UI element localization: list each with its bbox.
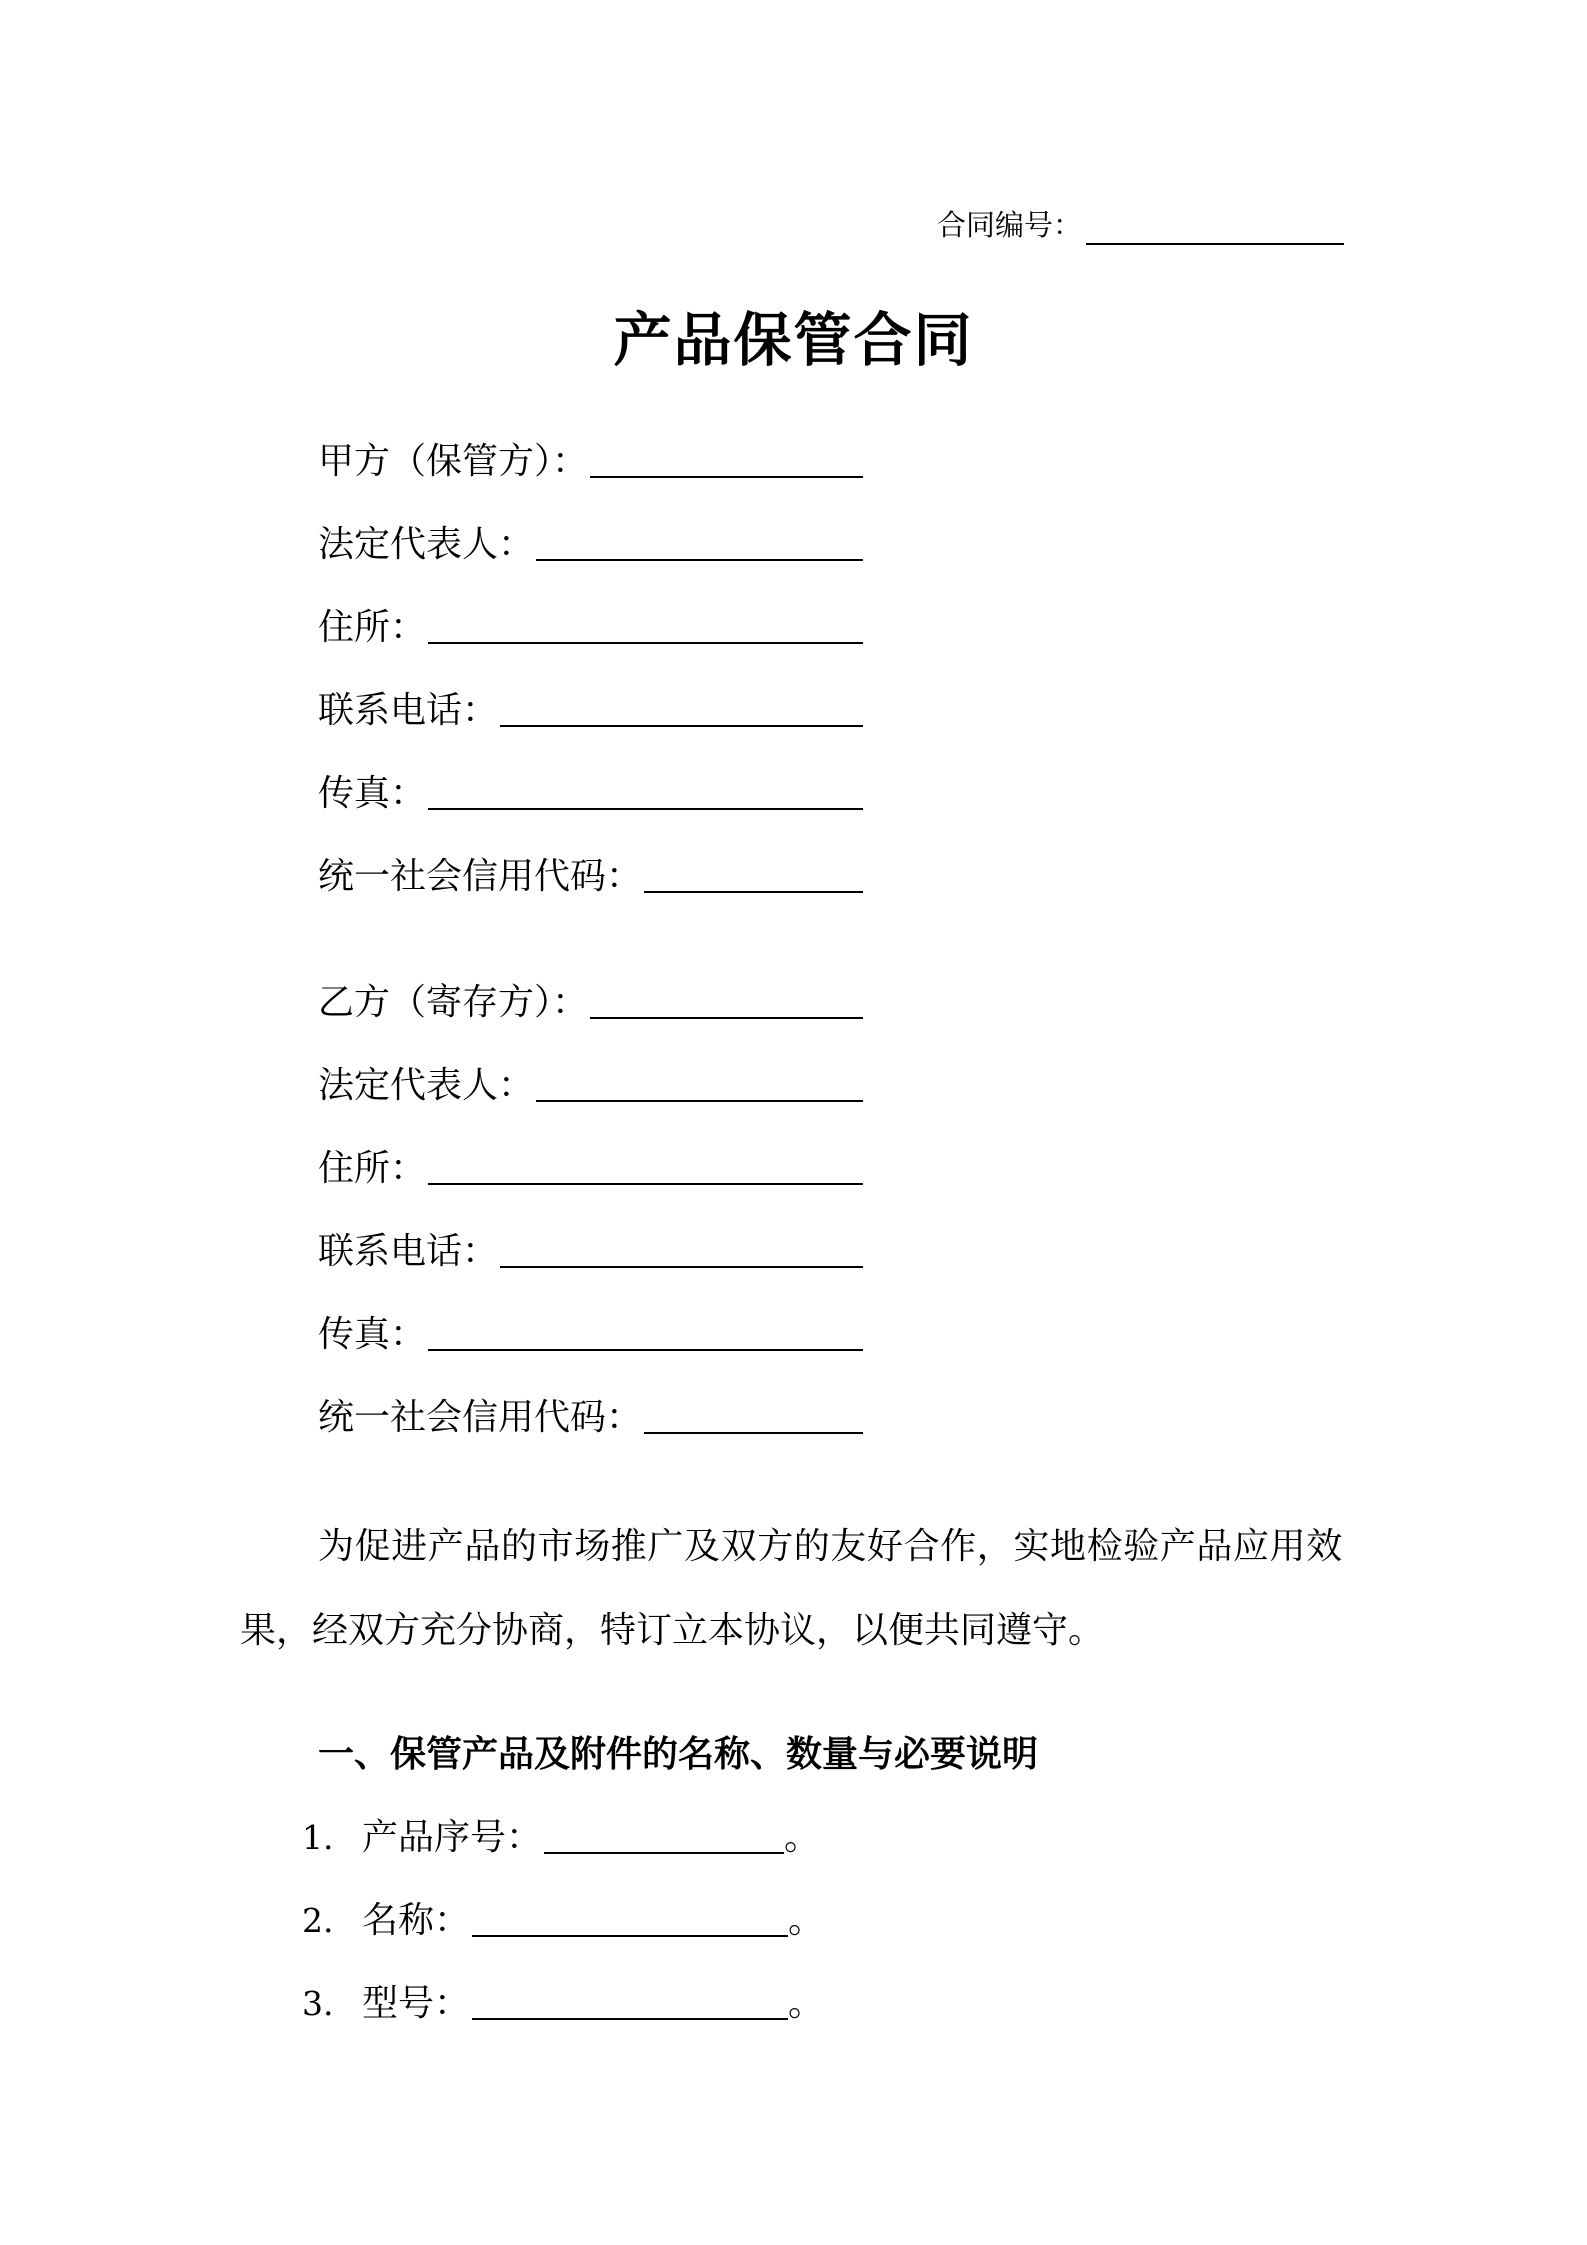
party-a-credit-code-field: [318, 855, 863, 899]
item-name: [302, 1899, 824, 1943]
party-b-legal-rep-blank[interactable]: [536, 1100, 863, 1102]
item-period: 。: [788, 1983, 825, 2024]
item-product-serial: [302, 1816, 820, 1860]
item-model: [302, 1982, 824, 2026]
item-label: 产品序号：: [362, 1817, 543, 1858]
contract-number: [937, 205, 1344, 245]
party-a-legal-rep-field: [318, 523, 863, 567]
item-number: 2.: [302, 1901, 334, 1940]
party-a-fax-field: [318, 772, 863, 816]
party-a-credit-code-blank[interactable]: [644, 891, 863, 893]
party-b-legal-rep-label: 法定代表人：: [318, 1065, 535, 1106]
party-b-phone-blank[interactable]: [500, 1266, 863, 1268]
party-b-name-blank[interactable]: [590, 1017, 863, 1019]
party-a-address-blank[interactable]: [428, 642, 863, 644]
party-a-credit-code-label: 统一社会信用代码：: [318, 856, 643, 897]
party-b-legal-rep-field: [318, 1064, 863, 1108]
item-number: 1.: [302, 1818, 334, 1857]
party-a-legal-rep-label: 法定代表人：: [318, 524, 535, 565]
party-a-fax-blank[interactable]: [428, 808, 863, 810]
party-a-address-field: [318, 606, 863, 650]
item-period: 。: [788, 1900, 825, 1941]
party-b-heading-field: [318, 981, 863, 1025]
item-label: 名称：: [362, 1900, 471, 1941]
preamble-line-2: 果，经双方充分协商，特订立本协议，以便共同遵守。: [240, 1610, 1105, 1651]
party-a-phone-label: 联系电话：: [318, 690, 499, 731]
item-period: 。: [784, 1817, 821, 1858]
party-a-name-blank[interactable]: [590, 476, 863, 478]
party-b-fax-field: [318, 1313, 863, 1357]
party-a-heading-field: [318, 440, 863, 484]
party-b-fax-label: 传真：: [318, 1314, 427, 1355]
party-a-fax-label: 传真：: [318, 773, 427, 814]
section-1-heading: 一、保管产品及附件的名称、数量与必要说明: [318, 1733, 1039, 1775]
item-label: 型号：: [362, 1983, 471, 2024]
name-blank[interactable]: [472, 1935, 788, 1937]
party-a-phone-field: [318, 689, 863, 733]
party-b-address-label: 住所：: [318, 1148, 427, 1189]
party-a-legal-rep-blank[interactable]: [536, 559, 863, 561]
party-b-heading: 乙方（寄存方）：: [318, 982, 589, 1023]
party-b-phone-field: [318, 1230, 863, 1274]
contract-number-label: 合同编号：: [937, 208, 1083, 242]
preamble-paragraph: [240, 1505, 1355, 1673]
contract-number-blank[interactable]: [1086, 242, 1344, 245]
party-a-heading: 甲方（保管方）：: [318, 441, 589, 482]
product-serial-blank[interactable]: [544, 1852, 784, 1854]
party-a-phone-blank[interactable]: [500, 725, 863, 727]
preamble-line-1: 为促进产品的市场推广及双方的友好合作，实地检验产品应用效: [318, 1526, 1343, 1567]
party-b-credit-code-blank[interactable]: [644, 1432, 863, 1434]
item-number: 3.: [302, 1984, 334, 2023]
party-b-address-blank[interactable]: [428, 1183, 863, 1185]
party-b-phone-label: 联系电话：: [318, 1231, 499, 1272]
model-blank[interactable]: [472, 2018, 788, 2020]
party-b-credit-code-field: [318, 1396, 863, 1440]
document-title: 产品保管合同: [613, 306, 974, 374]
party-b-credit-code-label: 统一社会信用代码：: [318, 1397, 643, 1438]
party-a-address-label: 住所：: [318, 607, 427, 648]
party-b-address-field: [318, 1147, 863, 1191]
party-b-fax-blank[interactable]: [428, 1349, 863, 1351]
